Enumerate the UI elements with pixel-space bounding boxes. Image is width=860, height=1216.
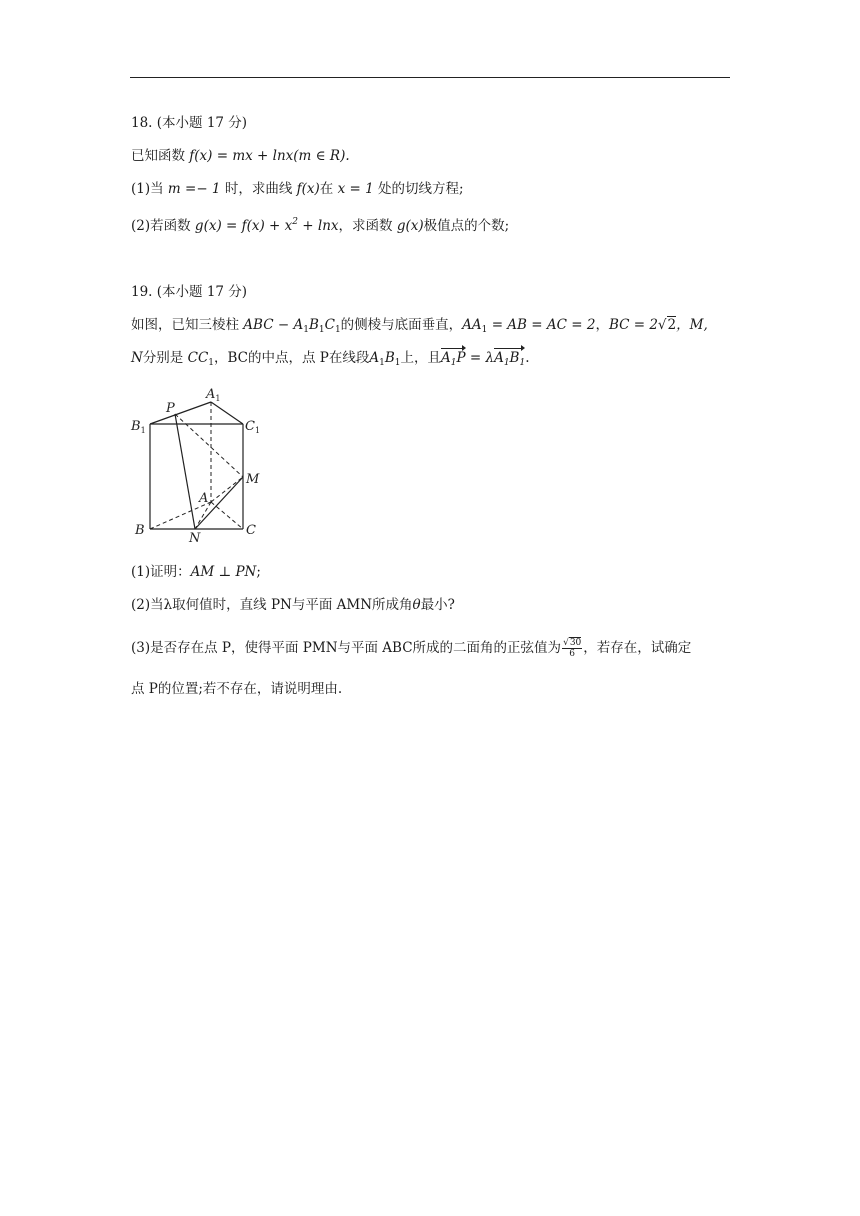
q19-stem-text: ，: [595, 317, 609, 333]
q18-stem: [131, 147, 350, 165]
q18-p2-text: (2)若函数: [131, 218, 195, 234]
q18-p2-text: 极值点的个数;: [423, 218, 510, 234]
q18-p1-text: 时，求曲线: [220, 181, 297, 197]
label-n: N: [189, 531, 201, 544]
q19-p3-text: (3)是否存在点 P，使得平面 PMN与平面 ABC所成的二面角的正弦值为: [131, 640, 562, 656]
label-a1: $A_1$: [206, 387, 221, 403]
edge-ab-hidden: [150, 502, 211, 529]
q19-header: 19. (本小题 17 分): [131, 284, 248, 300]
vector-a1p-label: A: [441, 350, 451, 366]
q18-p1-text: 在: [319, 181, 338, 197]
q18-p1-text: 处的切线方程;: [373, 181, 464, 197]
q18-p1-text: (1)当: [131, 181, 168, 197]
vector-a1b1-label: A: [494, 350, 504, 366]
vector-a1b1-label: B: [509, 350, 520, 366]
edge-a1c1: [211, 402, 243, 424]
fraction-denominator: 6: [569, 649, 576, 659]
q19-stem-text: ，BC的中点，点 P在线段: [214, 350, 370, 366]
q19-stem-text: 上，且: [400, 350, 442, 366]
q19-prism-name: ABC − A: [243, 317, 304, 333]
label-p: P: [166, 401, 175, 416]
segment-pn: [175, 414, 195, 529]
q18-stem-text: 已知函数: [131, 148, 190, 164]
q19-segment-cc1: CC: [187, 350, 209, 366]
fraction-numerator: 30: [569, 638, 582, 648]
q19-prism-name: B: [308, 317, 319, 333]
q19-stem-text: .: [525, 350, 530, 366]
q19-stem-line2: N分别是 $CC_1$，BC的中点，点 P在线段$A_1B_1$上，且$A_1P = \lambda A_1B_1$.: [131, 349, 530, 372]
q19-length-eq: = AB = AC = 2: [487, 317, 596, 333]
q19-p3-text: ，若存在，试确定: [583, 640, 692, 656]
label-c1: $C_1$: [245, 419, 261, 435]
q18-part2: [131, 213, 509, 235]
label-b: B: [135, 523, 145, 538]
q18-p2-expr: + lnx: [298, 218, 339, 234]
label-c: C: [246, 523, 256, 538]
q18-part1: [131, 180, 464, 198]
q18-function-expr: f(x) = mx + lnx(m ∈ R).: [189, 148, 350, 164]
q19-p2-text: 最小?: [420, 597, 455, 613]
q18-p2-exponent: 2: [292, 217, 298, 227]
q19-stem-text: 的侧棱与底面垂直，: [340, 317, 463, 333]
segment-am-hidden: [211, 477, 243, 502]
q18-p2-expr: g(x): [396, 218, 424, 234]
q19-part2: [131, 596, 455, 614]
q19-p1-expr: AM ⊥ PN: [190, 564, 257, 580]
q18-p1-expr: m =− 1: [167, 181, 221, 197]
edge-b1a1: [150, 402, 211, 424]
label-m: M: [246, 472, 260, 487]
vector-a1p-label: P: [456, 350, 466, 366]
q19-stem-text: 分别是: [142, 350, 188, 366]
q19-prism-name: C: [324, 317, 335, 333]
q19-segment-a1b1: A: [369, 350, 380, 366]
q19-p1-text: (1)证明：: [131, 564, 191, 580]
q19-bc-eq: BC = 2: [608, 317, 658, 333]
prism-figure: [128, 382, 268, 544]
q19-p2-text: (2)当λ取何值时，直线 PN与平面 AMN所成角: [131, 597, 413, 613]
q19-p1-text: ;: [256, 564, 261, 580]
q19-segment-a1b1: B: [384, 350, 395, 366]
q18-p1-expr: x = 1: [337, 181, 374, 197]
vector-a1b1: $A_1B_1$: [494, 349, 525, 372]
q19-stem-text: ，M,: [676, 317, 708, 333]
q19-stem-text: N: [131, 350, 143, 366]
q19-lambda-eq: = λ: [465, 350, 495, 366]
q19-stem-text: 如图，已知三棱柱: [131, 317, 244, 333]
q19-part3-cont: 点 P的位置;若不存在，请说明理由.: [131, 681, 343, 697]
q19-length-eq: AA: [462, 317, 482, 333]
q18-header: 18. (本小题 17 分): [131, 115, 248, 131]
q19-part1: [131, 563, 261, 581]
q18-p2-text: ，求函数: [338, 218, 397, 234]
q19-sqrt-radicand: 2: [667, 317, 677, 333]
q19-stem-line1: 如图，已知三棱柱 ABC − $A_1B_1C_1$的侧棱与底面垂直，$AA_1$ = AB = AC = 2，BC = 2√2，M,: [131, 317, 708, 335]
q19-theta: θ: [412, 597, 421, 613]
label-b1: $B_1$: [131, 419, 146, 435]
header-rule: [130, 77, 730, 78]
vector-a1p: $A_1P$: [441, 349, 466, 372]
label-a: A: [199, 491, 209, 506]
q19-part3: [131, 638, 691, 659]
q18-p1-expr: f(x): [296, 181, 320, 197]
q18-p2-expr: g(x) = f(x) + x: [194, 218, 293, 234]
fraction-sqrt30-over-6: $\frac{√30}{6}$: [563, 638, 582, 659]
